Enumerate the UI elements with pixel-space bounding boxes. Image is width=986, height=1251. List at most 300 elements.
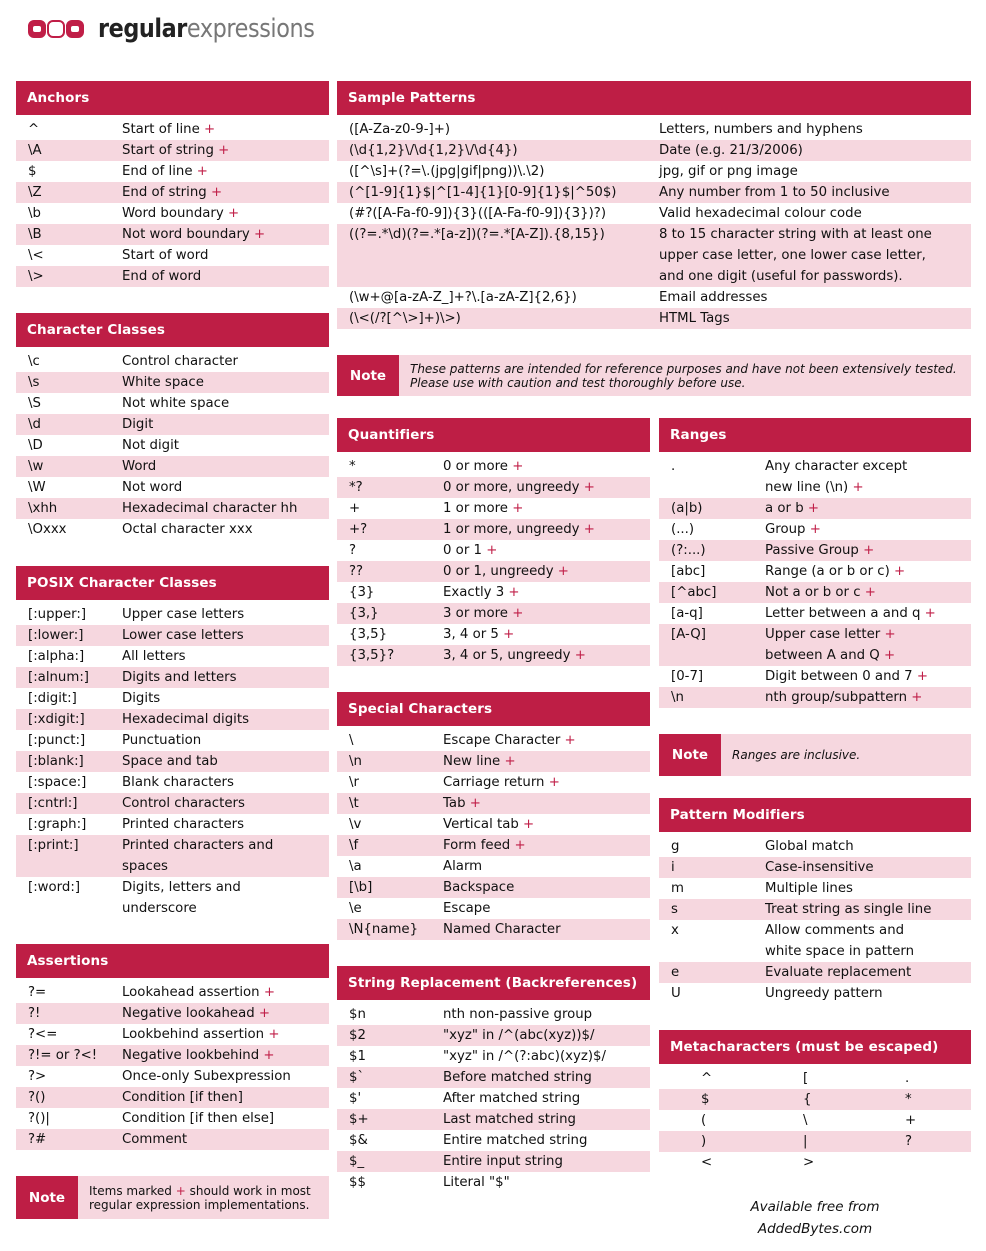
row-key: (?:...) xyxy=(671,543,706,558)
row-description: 0 or 1 + xyxy=(443,543,498,558)
row-key: ?<= xyxy=(28,1027,58,1042)
row-description: After matched string xyxy=(443,1091,581,1106)
footer xyxy=(659,1196,971,1240)
row-value xyxy=(122,456,329,477)
row-key: ?= xyxy=(28,985,47,1000)
row-value xyxy=(765,983,971,1004)
table-row xyxy=(16,877,329,919)
row-value xyxy=(443,645,650,666)
table-row xyxy=(337,1130,650,1151)
row-key: \w xyxy=(28,459,44,474)
row-value xyxy=(443,519,650,540)
row-value xyxy=(765,456,971,498)
row-key: \A xyxy=(28,143,42,158)
row-key: \xhh xyxy=(28,501,58,516)
row-key: ?() xyxy=(28,1090,46,1105)
plus-marker: + xyxy=(544,775,560,790)
row-description: 3 or more + xyxy=(443,606,524,621)
metachar-cell: ? xyxy=(905,1134,913,1149)
row-key: [:punct:] xyxy=(28,733,86,748)
row-value xyxy=(122,772,329,793)
table-row xyxy=(16,1087,329,1108)
metachar-cell: | xyxy=(803,1134,808,1149)
metachar-cell: . xyxy=(905,1071,910,1086)
plus-marker: + xyxy=(912,669,928,684)
plus-marker: + xyxy=(879,648,896,663)
table-row xyxy=(16,730,329,751)
metachar-cell: ) xyxy=(701,1134,707,1149)
plus-marker: + xyxy=(858,543,875,558)
row-value xyxy=(122,140,329,161)
row-value xyxy=(443,582,650,603)
table-row xyxy=(337,898,650,919)
row-key: (#?([A-Fa-f0-9]){3}(([A-Fa-f0-9]){3})?) xyxy=(349,206,607,221)
row-key: [:graph:] xyxy=(28,817,87,832)
row-key: ((?=.*\d)(?=.*[a-z])(?=.*[A-Z]).{8,15}) xyxy=(349,227,605,242)
row-description: Evaluate replacement xyxy=(765,965,912,980)
row-description: New line + xyxy=(443,754,516,769)
row-description: Allow comments and white space in pattern xyxy=(765,923,915,959)
row-description: White space xyxy=(122,375,204,390)
row-value xyxy=(122,372,329,393)
table-row xyxy=(337,1025,650,1046)
row-value xyxy=(122,1024,329,1045)
row-value xyxy=(122,625,329,646)
plus-marker: + xyxy=(920,606,936,621)
logo-icon xyxy=(28,12,84,46)
table-row xyxy=(659,498,971,519)
table-row xyxy=(659,962,971,983)
row-key: [:upper:] xyxy=(28,607,87,622)
row-value xyxy=(659,140,971,161)
row-value xyxy=(659,308,971,329)
note-left-label: Note xyxy=(16,1176,78,1219)
row-value xyxy=(443,751,650,772)
table-row xyxy=(337,477,650,498)
table-row xyxy=(16,224,329,245)
row-key: ([A-Za-z0-9-]+) xyxy=(349,122,451,137)
row-key: $& xyxy=(349,1133,368,1148)
table-row xyxy=(659,920,971,962)
table-row xyxy=(16,835,329,877)
row-value xyxy=(443,835,650,856)
row-description: Condition [if then] xyxy=(122,1090,243,1105)
row-key: U xyxy=(671,986,681,1001)
row-value xyxy=(122,1003,329,1024)
row-key: \Z xyxy=(28,185,42,200)
row-value xyxy=(122,667,329,688)
row-description: Word xyxy=(122,459,157,474)
row-description: Entire matched string xyxy=(443,1133,588,1148)
row-key: $$ xyxy=(349,1175,366,1190)
row-description: Form feed + xyxy=(443,838,526,853)
row-description: Hexadecimal character hh xyxy=(122,501,298,516)
logo-text: regularexpressions xyxy=(98,14,315,44)
row-key: e xyxy=(671,965,680,980)
row-description: 0 or more + xyxy=(443,459,524,474)
row-key: . xyxy=(671,459,676,474)
row-description: Any number from 1 to 50 inclusive xyxy=(659,185,890,200)
row-value xyxy=(443,1025,650,1046)
row-value xyxy=(122,119,329,140)
plus-marker: + xyxy=(510,838,526,853)
row-description: Alarm xyxy=(443,859,483,874)
table-row xyxy=(16,203,329,224)
row-description: Lookahead assertion + xyxy=(122,985,275,1000)
row-value xyxy=(443,1130,650,1151)
row-description: Not a or b or c + xyxy=(765,585,876,600)
row-key: ?? xyxy=(349,564,364,579)
table-row xyxy=(16,1045,329,1066)
table-row xyxy=(337,1172,650,1193)
string-replacement-panel xyxy=(337,966,650,1193)
row-key: ?!= or ?<! xyxy=(28,1048,98,1063)
row-value xyxy=(443,856,650,877)
table-row xyxy=(16,1129,329,1150)
table-row xyxy=(16,372,329,393)
row-key: (^[1-9]{1}$|^[1-4]{1}[0-9]{1}$|^50$) xyxy=(349,185,617,200)
row-description: Printed characters and spaces xyxy=(122,838,274,874)
row-key: [:xdigit:] xyxy=(28,712,85,727)
row-key: $+ xyxy=(349,1112,369,1127)
row-value xyxy=(122,1066,329,1087)
metachar-row xyxy=(659,1068,971,1089)
row-key: \v xyxy=(349,817,362,832)
row-description: Treat string as single line xyxy=(765,902,932,917)
table-row xyxy=(659,603,971,624)
row-description: Word boundary + xyxy=(122,206,240,221)
row-key: g xyxy=(671,839,680,854)
note-sample-text: These patterns are intended for reference purposes and have not been extensively tested. Please use with caution and test thoroughly before use. xyxy=(410,361,957,390)
row-description: Not digit xyxy=(122,438,180,453)
logo xyxy=(28,12,350,46)
row-description: Upper case letters xyxy=(122,607,245,622)
metachar-row xyxy=(659,1089,971,1110)
table-row xyxy=(16,1003,329,1024)
assertions-panel xyxy=(16,944,329,1150)
table-row xyxy=(659,899,971,920)
table-row xyxy=(337,730,650,751)
quantifiers-title: Quantifiers xyxy=(337,418,650,452)
row-value xyxy=(765,920,971,962)
plus-marker: + xyxy=(507,501,524,516)
row-key: s xyxy=(671,902,678,917)
note-sample xyxy=(337,355,971,396)
row-description: Not white space xyxy=(122,396,230,411)
row-description: End of string + xyxy=(122,185,223,200)
row-value xyxy=(765,878,971,899)
row-description: Entire input string xyxy=(443,1154,563,1169)
table-row xyxy=(16,646,329,667)
metachar-cell: + xyxy=(905,1113,917,1128)
row-key: (a|b) xyxy=(671,501,703,516)
row-key: \n xyxy=(671,690,684,705)
row-description: Case-insensitive xyxy=(765,860,874,875)
table-row xyxy=(659,666,971,687)
row-key: ?# xyxy=(28,1132,47,1147)
footer-line-2: AddedBytes.com xyxy=(757,1221,873,1237)
row-description: Exactly 3 + xyxy=(443,585,520,600)
row-value xyxy=(765,498,971,519)
row-value xyxy=(122,730,329,751)
table-row xyxy=(337,182,971,203)
row-value xyxy=(443,898,650,919)
row-key: $_ xyxy=(349,1154,365,1169)
plus-marker: + xyxy=(570,648,586,663)
row-description: 0 or more, ungreedy + xyxy=(443,480,595,495)
row-description: Upper case letter + between A and Q + xyxy=(765,627,896,663)
row-key: ? xyxy=(349,543,357,558)
anchors-panel xyxy=(16,81,329,287)
row-value xyxy=(443,1004,650,1025)
ranges-panel xyxy=(659,418,971,708)
row-key: [:alnum:] xyxy=(28,670,89,685)
row-description: Tab + xyxy=(443,796,481,811)
row-description: Last matched string xyxy=(443,1112,576,1127)
plus-marker: + xyxy=(803,501,820,516)
row-key: [:space:] xyxy=(28,775,87,790)
row-key: (...) xyxy=(671,522,695,537)
metachar-cell: * xyxy=(905,1092,912,1107)
special-characters-panel xyxy=(337,692,650,940)
table-row xyxy=(337,456,650,477)
row-key: {3} xyxy=(349,585,375,600)
metachar-row xyxy=(659,1110,971,1131)
row-description: "xyz" in /^(?:abc)(xyz)$/ xyxy=(443,1049,606,1064)
table-row xyxy=(16,1108,329,1129)
metachar-cell: [ xyxy=(803,1071,809,1086)
row-value xyxy=(443,919,650,940)
row-key: ([^\s]+(?=\.(jpg|gif|png))\.\2) xyxy=(349,164,545,179)
row-description: Escape xyxy=(443,901,491,916)
row-value xyxy=(659,203,971,224)
table-row xyxy=(16,519,329,540)
table-row xyxy=(337,519,650,540)
row-value xyxy=(765,666,971,687)
row-key: [:word:] xyxy=(28,880,81,895)
row-key: [a-q] xyxy=(671,606,703,621)
row-key: \f xyxy=(349,838,359,853)
plus-marker: + xyxy=(504,585,520,600)
row-description: Printed characters xyxy=(122,817,245,832)
row-value xyxy=(443,1172,650,1193)
plus-marker: + xyxy=(192,164,208,179)
table-row xyxy=(659,456,971,498)
table-row xyxy=(16,625,329,646)
quantifiers-panel xyxy=(337,418,650,666)
table-row xyxy=(16,266,329,287)
row-key: + xyxy=(349,501,361,516)
table-row xyxy=(337,498,650,519)
pattern-modifiers-panel xyxy=(659,798,971,1004)
row-key: $ xyxy=(28,164,37,179)
table-row xyxy=(337,203,971,224)
table-row xyxy=(16,498,329,519)
row-value xyxy=(122,224,329,245)
table-row xyxy=(16,814,329,835)
metachar-cell: $ xyxy=(701,1092,710,1107)
table-row xyxy=(337,856,650,877)
table-row xyxy=(16,393,329,414)
table-row xyxy=(16,161,329,182)
table-row xyxy=(337,814,650,835)
row-description: Digit between 0 and 7 + xyxy=(765,669,928,684)
row-description: 1 or more + xyxy=(443,501,524,516)
table-row xyxy=(337,835,650,856)
row-description: All letters xyxy=(122,649,186,664)
table-row xyxy=(659,624,971,666)
row-key: [:lower:] xyxy=(28,628,84,643)
note-ranges-text: Ranges are inclusive. xyxy=(732,748,861,762)
row-key: {3,5} xyxy=(349,627,388,642)
row-description: Escape Character + xyxy=(443,733,576,748)
row-value xyxy=(765,899,971,920)
table-row xyxy=(659,878,971,899)
row-key: m xyxy=(671,881,684,896)
row-description: End of word xyxy=(122,269,202,284)
row-value xyxy=(122,1129,329,1150)
plus-marker: + xyxy=(518,817,535,832)
row-description: Comment xyxy=(122,1132,188,1147)
row-description: Start of string + xyxy=(122,143,230,158)
footer-line-1: Available free from xyxy=(750,1199,880,1215)
table-row xyxy=(337,793,650,814)
table-row xyxy=(337,287,971,308)
table-row xyxy=(16,982,329,1003)
plus-marker: + xyxy=(199,122,216,137)
row-description: Global match xyxy=(765,839,854,854)
row-description: Carriage return + xyxy=(443,775,560,790)
metachar-cell: { xyxy=(803,1092,812,1107)
table-row xyxy=(659,519,971,540)
row-key: ?()| xyxy=(28,1111,50,1126)
plus-marker: + xyxy=(805,522,821,537)
table-row xyxy=(16,604,329,625)
table-row xyxy=(16,793,329,814)
table-row xyxy=(337,561,650,582)
row-key: \c xyxy=(28,354,40,369)
table-row xyxy=(337,1067,650,1088)
row-key: $` xyxy=(349,1070,365,1085)
row-description: Control characters xyxy=(122,796,245,811)
row-key: [:cntrl:] xyxy=(28,796,78,811)
character-classes-panel xyxy=(16,313,329,540)
row-value xyxy=(765,962,971,983)
row-value xyxy=(659,119,971,140)
row-value xyxy=(443,1088,650,1109)
row-key: \< xyxy=(28,248,44,263)
row-description: 3, 4 or 5 + xyxy=(443,627,515,642)
row-description: Lookbehind assertion + xyxy=(122,1027,280,1042)
plus-marker: + xyxy=(579,480,595,495)
string-replacement-title: String Replacement (Backreferences) xyxy=(337,966,650,1000)
row-key: [abc] xyxy=(671,564,706,579)
row-key: [^abc] xyxy=(671,585,717,600)
row-description: Start of word xyxy=(122,248,209,263)
row-key: x xyxy=(671,923,679,938)
table-row xyxy=(16,751,329,772)
note-sample-label: Note xyxy=(337,355,399,396)
row-description: Start of line + xyxy=(122,122,216,137)
row-value xyxy=(122,982,329,1003)
row-description: Literal "$" xyxy=(443,1175,510,1190)
row-key: \B xyxy=(28,227,42,242)
row-value xyxy=(122,519,329,540)
table-row xyxy=(16,709,329,730)
row-key: \b xyxy=(28,206,41,221)
plus-marker: + xyxy=(507,459,524,474)
row-key: i xyxy=(671,860,675,875)
ranges-title: Ranges xyxy=(659,418,971,452)
table-row xyxy=(16,245,329,266)
row-value xyxy=(765,687,971,708)
row-value xyxy=(659,182,971,203)
row-value xyxy=(659,287,971,308)
plus-marker: + xyxy=(907,690,923,705)
row-description: Any character except new line (\n) + xyxy=(765,459,908,495)
row-key: (\d{1,2}\/\d{1,2}\/\d{4}) xyxy=(349,143,518,158)
row-value xyxy=(122,393,329,414)
row-description: Not word boundary + xyxy=(122,227,266,242)
row-key: \> xyxy=(28,269,44,284)
row-description: nth non-passive group xyxy=(443,1007,593,1022)
posix-title: POSIX Character Classes xyxy=(16,566,329,600)
row-key: \r xyxy=(349,775,359,790)
row-description: Digits xyxy=(122,691,161,706)
row-key: $n xyxy=(349,1007,366,1022)
plus-marker: + xyxy=(848,480,864,495)
plus-marker: + xyxy=(500,754,516,769)
row-key: \S xyxy=(28,396,41,411)
row-key: \Oxxx xyxy=(28,522,67,537)
row-key: {3,} xyxy=(349,606,379,621)
anchors-title: Anchors xyxy=(16,81,329,115)
table-row xyxy=(337,751,650,772)
row-value xyxy=(122,414,329,435)
row-value xyxy=(659,161,971,182)
row-value xyxy=(765,582,971,603)
row-key: $1 xyxy=(349,1049,366,1064)
row-description: Digits and letters xyxy=(122,670,237,685)
row-key: * xyxy=(349,459,356,474)
assertions-title: Assertions xyxy=(16,944,329,978)
row-value xyxy=(443,793,650,814)
row-value xyxy=(443,477,650,498)
row-value xyxy=(765,624,971,666)
row-description: Octal character xxx xyxy=(122,522,253,537)
row-value xyxy=(443,730,650,751)
row-value xyxy=(443,1067,650,1088)
table-row xyxy=(659,857,971,878)
note-left-text: Items marked + should work in most regular expression implementations. xyxy=(89,1183,311,1212)
row-value xyxy=(122,477,329,498)
sample-patterns-title: Sample Patterns xyxy=(337,81,971,115)
row-key: ?! xyxy=(28,1006,41,1021)
row-value xyxy=(122,435,329,456)
table-row xyxy=(16,772,329,793)
table-row xyxy=(659,687,971,708)
row-value xyxy=(765,540,971,561)
note-ranges xyxy=(659,734,971,776)
row-key: \d xyxy=(28,417,41,432)
note-left xyxy=(16,1176,329,1219)
row-value xyxy=(659,224,971,287)
row-value xyxy=(122,604,329,625)
row-value xyxy=(443,540,650,561)
row-description: Letters, numbers and hyphens xyxy=(659,122,863,137)
row-value xyxy=(122,877,329,919)
metachar-cell: ( xyxy=(701,1113,707,1128)
